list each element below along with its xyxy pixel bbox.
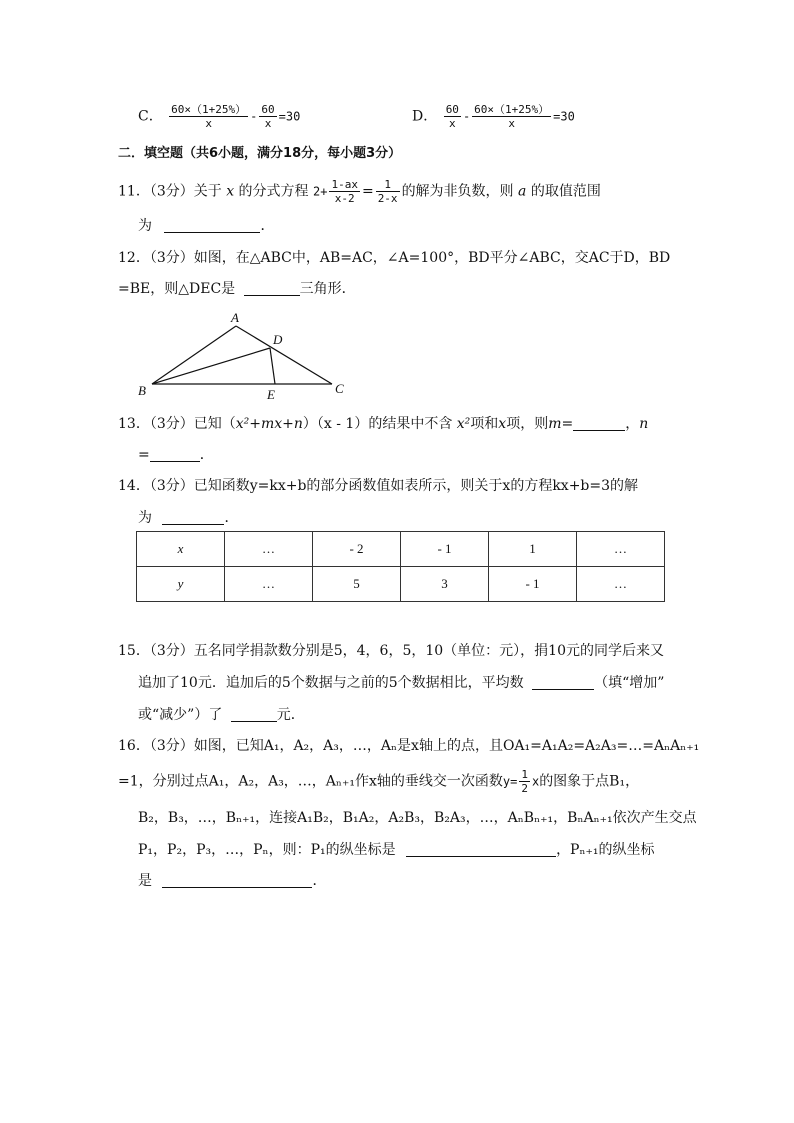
answer-blank-12[interactable] <box>244 281 300 296</box>
table-cell: 1 <box>489 532 577 567</box>
values-table <box>136 531 665 602</box>
table-cell: … <box>225 532 313 567</box>
answer-blank-16-a[interactable] <box>406 842 556 857</box>
vertex-d-label: D <box>273 332 283 347</box>
segment-bd <box>152 348 270 384</box>
question-13-line-2: = ． <box>138 447 214 463</box>
question-11: 11．（3分）关于 x 的分式方程 2+ $\frac{1-ax}{x-2}$ = $\frac{1}{2-x}$ 的解为非负数，则 a 的取值范围 <box>118 178 601 205</box>
question-12-line-2: =BE，则△DEC是 三角形． <box>118 281 356 297</box>
segment-ba <box>152 326 236 384</box>
option-d-fraction-2: $\frac{60\times(1+25\%)}{x}$ <box>474 103 550 130</box>
table-cell: 3 <box>401 567 489 602</box>
table-cell: - 2 <box>313 532 401 567</box>
triangle-figure <box>130 308 360 408</box>
question-15-line-2: 追加了10元．追加后的5个数据与之前的5个数据相比，平均数 （填“增加” <box>138 675 665 691</box>
vertex-e-label: E <box>267 387 275 402</box>
table-cell: … <box>577 567 665 602</box>
vertex-c-label: C <box>335 381 344 396</box>
question-12: 12．（3分）如图，在△ABC中，AB=AC，∠A=100°，BD平分∠ABC，交AC于D，BD <box>118 250 671 266</box>
table-row <box>137 532 665 567</box>
table-cell: … <box>225 567 313 602</box>
answer-blank-11[interactable] <box>164 218 260 233</box>
table-cell: y <box>137 567 225 602</box>
q11-fraction-1: $\frac{1-ax}{x-2}$ <box>331 178 358 205</box>
question-13: 13．（3分）已知（x²+mx+n）（x - 1）的结果中不含 x²项和x项，则m= ，n <box>118 416 649 432</box>
option-d-fraction-1: $\frac{60}{x}$ <box>445 103 459 130</box>
option-c-fraction-2: $\frac{60}{x}$ <box>261 103 275 130</box>
option-d-label: D． <box>412 108 438 125</box>
answer-blank-15-a[interactable] <box>532 675 594 690</box>
option-d: D． $\frac{60}{x}$ - $\frac{60\times(1+25\%)}{x}$ =30 <box>412 103 575 130</box>
question-15-line-3: 或“减少”）了 元． <box>138 707 305 723</box>
answer-blank-13-n[interactable] <box>150 447 200 462</box>
question-16-line-3: B₂，B₃，…，Bₙ₊₁，连接A₁B₂，B₁A₂，A₂B₃，B₂A₃，…，AₙBₙ₊₁，BₙAₙ₊₁依次产生交点 <box>138 810 697 826</box>
answer-blank-15-b[interactable] <box>231 707 277 722</box>
answer-blank-14[interactable] <box>162 510 224 525</box>
vertex-b-label: B <box>138 383 146 398</box>
question-14: 14．（3分）已知函数y=kx+b的部分函数值如表所示，则关于x的方程kx+b=3的解 <box>118 478 639 494</box>
table-cell: 5 <box>313 567 401 602</box>
segment-ac <box>236 326 332 384</box>
question-16: 16．（3分）如图，已知A₁，A₂，A₃，…，Aₙ是x轴上的点，且OA₁=A₁A₂=A₂A₃=…=AₙAₙ₊₁ <box>118 738 700 754</box>
question-16-line-2: =1，分别过点A₁，A₂，A₃，…，Aₙ₊₁作x轴的垂线交一次函数y= $\frac{1}{2}$ x的图象于点B₁， <box>118 768 640 795</box>
answer-blank-16-b[interactable] <box>162 873 312 888</box>
table-cell: - 1 <box>489 567 577 602</box>
table-cell: … <box>577 532 665 567</box>
question-16-line-5: 是 ． <box>138 873 327 889</box>
q11-fraction-2: $\frac{1}{2-x}$ <box>377 178 398 205</box>
segment-de <box>270 348 275 384</box>
q16-fraction: $\frac{1}{2}$ <box>521 768 528 795</box>
table-row <box>137 567 665 602</box>
option-c-fraction-1: $\frac{60\times(1+25\%)}{x}$ <box>171 103 247 130</box>
question-16-line-4: P₁，P₂，P₃，…，Pₙ，则：P₁的纵坐标是 ，Pₙ₊₁的纵坐标 <box>138 842 655 858</box>
table-cell: - 1 <box>401 532 489 567</box>
answer-blank-13-m[interactable] <box>573 416 625 431</box>
question-15: 15．（3分）五名同学捐款数分别是5，4，6，5，10（单位：元），捐10元的同学后来又 <box>118 643 664 659</box>
question-11-line-2: 为 ． <box>138 218 275 234</box>
section-heading: 二．填空题（共6小题，满分18分，每小题3分） <box>118 146 402 161</box>
option-c: C． $\frac{60\times(1+25\%)}{x}$ - $\frac{60}{x}$ =30 <box>138 103 301 130</box>
table-cell: x <box>137 532 225 567</box>
vertex-a-label: A <box>231 310 239 325</box>
question-14-line-2: 为 ． <box>138 510 239 526</box>
option-c-label: C． <box>138 108 163 125</box>
